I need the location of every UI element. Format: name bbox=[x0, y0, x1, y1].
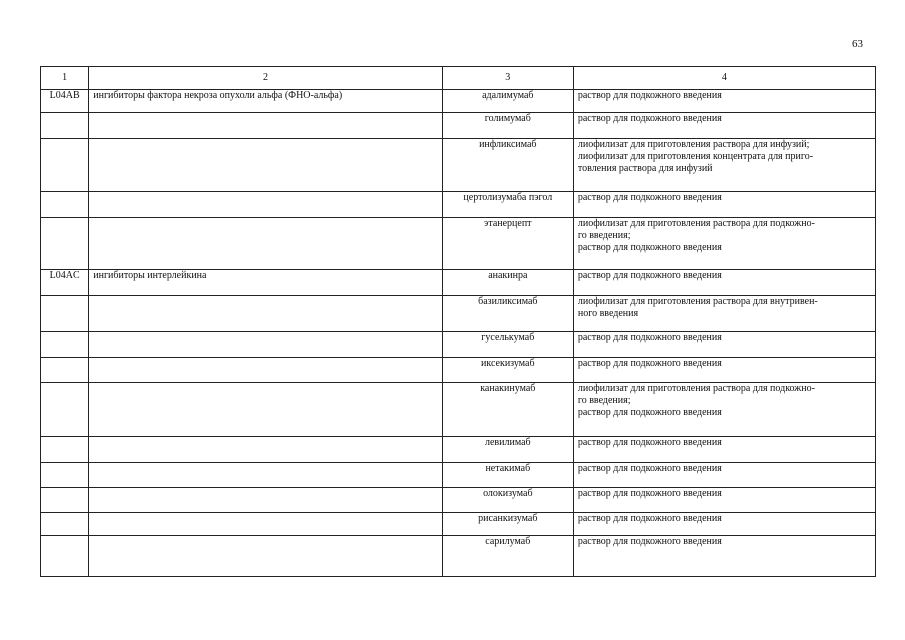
header-col-4: 4 bbox=[573, 67, 875, 90]
atc-code-cell bbox=[41, 513, 89, 536]
group-name-cell bbox=[89, 358, 443, 383]
dosage-form-line: раствор для подкожного введения bbox=[577, 407, 722, 418]
dosage-form-cell bbox=[573, 513, 875, 536]
group-name-cell bbox=[89, 113, 443, 139]
atc-code-cell bbox=[41, 296, 89, 332]
dosage-form-cell bbox=[573, 218, 875, 270]
group-name-cell bbox=[89, 536, 443, 577]
group-name-cell bbox=[89, 513, 443, 536]
atc-code-cell bbox=[41, 218, 89, 270]
drug-name-cell: этанерцепт bbox=[442, 218, 573, 270]
header-col-1: 1 bbox=[41, 67, 89, 90]
dosage-form-line: раствор для подкожного введения bbox=[577, 270, 722, 281]
table-row bbox=[41, 358, 876, 383]
atc-code-cell bbox=[41, 192, 89, 218]
drug-name-cell: цертолизумаба пэгол bbox=[442, 192, 573, 218]
dosage-form-line: раствор для подкожного введения bbox=[577, 113, 722, 124]
group-name-cell bbox=[89, 192, 443, 218]
atc-code-cell: L04AB bbox=[41, 90, 89, 113]
drug-name-cell: анакинра bbox=[442, 270, 573, 296]
atc-code-cell bbox=[41, 139, 89, 192]
drug-name-cell: гуселькумаб bbox=[442, 332, 573, 358]
header-col-3: 3 bbox=[442, 67, 573, 90]
table-row bbox=[41, 139, 876, 192]
table-row bbox=[41, 113, 876, 139]
table-body bbox=[41, 90, 876, 577]
dosage-form-line: лиофилизат для приготовления раствора для подкожно- bbox=[577, 218, 815, 229]
dosage-form-line: раствор для подкожного введения bbox=[577, 437, 722, 448]
atc-code-cell bbox=[41, 536, 89, 577]
dosage-form-line: лиофилизат для приготовления раствора для внутривен- bbox=[577, 296, 818, 307]
dosage-form-line: раствор для подкожного введения bbox=[577, 513, 722, 524]
dosage-form-cell bbox=[573, 332, 875, 358]
atc-code-cell bbox=[41, 383, 89, 437]
drug-table bbox=[40, 66, 876, 577]
drug-name-cell: нетакимаб bbox=[442, 463, 573, 488]
group-name-cell bbox=[89, 437, 443, 463]
table-row bbox=[41, 296, 876, 332]
table-row bbox=[41, 513, 876, 536]
atc-code-cell bbox=[41, 113, 89, 139]
group-name-cell: ингибиторы интерлейкина bbox=[89, 270, 443, 296]
table-row bbox=[41, 192, 876, 218]
atc-code-cell bbox=[41, 437, 89, 463]
group-name-cell bbox=[89, 332, 443, 358]
drug-name-cell: левилимаб bbox=[442, 437, 573, 463]
dosage-form-cell bbox=[573, 358, 875, 383]
dosage-form-line: раствор для подкожного введения bbox=[577, 358, 722, 369]
group-name-cell bbox=[89, 488, 443, 513]
dosage-form-cell bbox=[573, 296, 875, 332]
table-row bbox=[41, 488, 876, 513]
drug-name-cell: иксекизумаб bbox=[442, 358, 573, 383]
dosage-form-cell bbox=[573, 463, 875, 488]
dosage-form-cell bbox=[573, 139, 875, 192]
dosage-form-line: лиофилизат для приготовления раствора для подкожно- bbox=[577, 383, 815, 394]
drug-name-cell: адалимумаб bbox=[442, 90, 573, 113]
dosage-form-line: лиофилизат для приготовления концентрата для приго- bbox=[577, 151, 814, 162]
atc-code-cell bbox=[41, 488, 89, 513]
dosage-form-line: раствор для подкожного введения bbox=[577, 536, 722, 547]
dosage-form-cell bbox=[573, 113, 875, 139]
header-col-2: 2 bbox=[89, 67, 443, 90]
group-name-cell bbox=[89, 296, 443, 332]
dosage-form-cell bbox=[573, 270, 875, 296]
drug-name-cell: сарилумаб bbox=[442, 536, 573, 577]
header-row bbox=[41, 67, 876, 90]
dosage-form-cell bbox=[573, 383, 875, 437]
group-name-cell bbox=[89, 383, 443, 437]
drug-name-cell: базиликсимаб bbox=[442, 296, 573, 332]
table-row bbox=[41, 383, 876, 437]
table-row bbox=[41, 218, 876, 270]
atc-code-cell: L04AC bbox=[41, 270, 89, 296]
atc-code-cell bbox=[41, 463, 89, 488]
dosage-form-line: раствор для подкожного введения bbox=[577, 192, 722, 203]
table-row bbox=[41, 463, 876, 488]
table-row bbox=[41, 437, 876, 463]
drug-name-cell: канакинумаб bbox=[442, 383, 573, 437]
dosage-form-line: товления раствора для инфузий bbox=[577, 163, 713, 174]
dosage-form-cell bbox=[573, 437, 875, 463]
table-row bbox=[41, 270, 876, 296]
table-row bbox=[41, 332, 876, 358]
group-name-cell bbox=[89, 218, 443, 270]
dosage-form-line: раствор для подкожного введения bbox=[577, 242, 722, 253]
drug-name-cell: голимумаб bbox=[442, 113, 573, 139]
group-name-cell bbox=[89, 463, 443, 488]
dosage-form-line: раствор для подкожного введения bbox=[577, 90, 722, 101]
dosage-form-cell bbox=[573, 90, 875, 113]
dosage-form-line: раствор для подкожного введения bbox=[577, 463, 722, 474]
group-name-cell: ингибиторы фактора некроза опухоли альфа (ФНО-альфа) bbox=[89, 90, 443, 113]
atc-code-cell bbox=[41, 358, 89, 383]
dosage-form-line: ного введения bbox=[577, 308, 639, 319]
drug-name-cell: рисанкизумаб bbox=[442, 513, 573, 536]
dosage-form-line: го введения; bbox=[577, 230, 631, 241]
dosage-form-line: раствор для подкожного введения bbox=[577, 332, 722, 343]
drug-name-cell: инфликсимаб bbox=[442, 139, 573, 192]
table-row bbox=[41, 536, 876, 577]
dosage-form-cell bbox=[573, 488, 875, 513]
dosage-form-cell bbox=[573, 192, 875, 218]
group-name-cell bbox=[89, 139, 443, 192]
dosage-form-line: лиофилизат для приготовления раствора для инфузий; bbox=[577, 139, 810, 150]
dosage-form-cell bbox=[573, 536, 875, 577]
table-row bbox=[41, 90, 876, 113]
drug-name-cell: олокизумаб bbox=[442, 488, 573, 513]
dosage-form-line: го введения; bbox=[577, 395, 631, 406]
dosage-form-line: раствор для подкожного введения bbox=[577, 488, 722, 499]
page-number: 63 bbox=[852, 38, 863, 50]
atc-code-cell bbox=[41, 332, 89, 358]
